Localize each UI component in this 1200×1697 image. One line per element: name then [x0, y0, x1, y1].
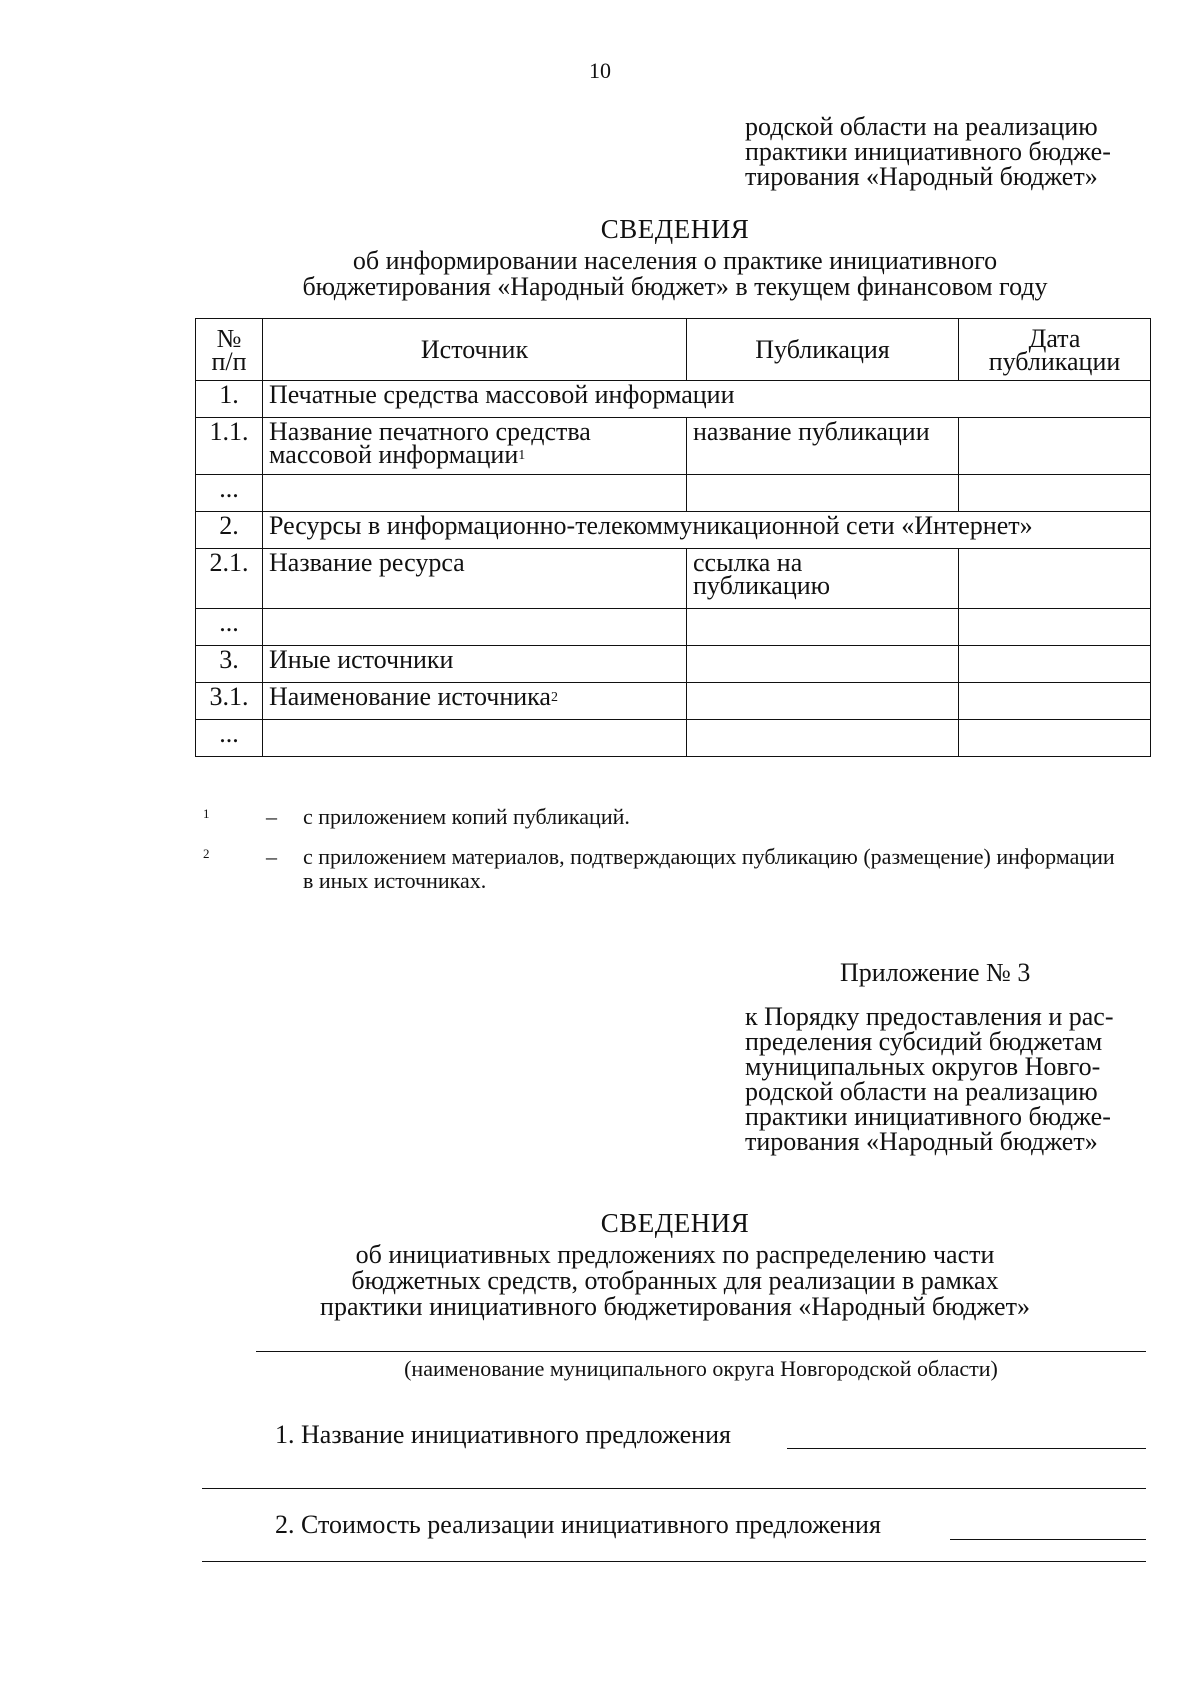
- top-block-line: тирования «Народный бюджет»: [745, 162, 1098, 191]
- row-num: ...: [196, 720, 263, 757]
- row-publication: название публикации: [687, 418, 959, 475]
- field-item1-label: 1. Название инициативного предложения: [275, 1420, 731, 1449]
- field-item1-underline: [787, 1448, 1146, 1449]
- footnote-text: с приложением копий публикаций.: [303, 804, 630, 829]
- table-row: [196, 609, 1151, 646]
- footnote-mark: 1: [203, 806, 210, 821]
- footnote-dash: –: [266, 844, 277, 869]
- footnote-ref: 2: [550, 690, 558, 705]
- row-source: Иные источники: [263, 646, 687, 683]
- municipality-underline: [256, 1351, 1146, 1352]
- row-source: Наименование источника$^2$: [263, 683, 687, 720]
- section2-subtitle-line: об инициативных предложениях по распределению части: [355, 1240, 995, 1269]
- row-publication: ссылка на публикацию: [687, 549, 959, 609]
- table-row: [196, 646, 1151, 683]
- table-row: [196, 683, 1151, 720]
- row-source: Название ресурса: [263, 549, 687, 609]
- header-num: № п/п: [196, 319, 263, 381]
- footnote-text: в иных источниках.: [303, 868, 487, 893]
- row-num: 3.: [196, 646, 263, 683]
- table-row: [196, 512, 1151, 549]
- field-item2-underline: [950, 1539, 1146, 1540]
- row-section-text: Печатные средства массовой информации: [263, 381, 1151, 418]
- appendix-line: тирования «Народный бюджет»: [745, 1127, 1098, 1156]
- row-num: ...: [196, 475, 263, 512]
- section1-heading: СВЕДЕНИЯ: [600, 214, 750, 244]
- appendix-line: к Порядку предоставления и рас-: [745, 1002, 1114, 1031]
- row-date: [959, 549, 1151, 609]
- row-num: 3.1.: [196, 683, 263, 720]
- row-section-text: Ресурсы в информационно-телекоммуникационной сети «Интернет»: [263, 512, 1151, 549]
- top-block-line: родской области на реализацию: [745, 112, 1098, 141]
- footnote-dash: –: [266, 804, 277, 829]
- table-row: [196, 418, 1151, 475]
- footnote-ref: 1: [518, 448, 526, 463]
- section2-subtitle-line: бюджетных средств, отобранных для реализации в рамках: [351, 1266, 999, 1295]
- section2-heading: СВЕДЕНИЯ: [600, 1208, 750, 1238]
- row-num: 1.: [196, 381, 263, 418]
- top-block-line: практики инициативного бюдже-: [745, 137, 1111, 166]
- appendix-reference-block: [745, 1004, 1165, 1154]
- footnote-mark: 2: [203, 846, 210, 861]
- header-publication: Публикация: [687, 319, 959, 381]
- appendix-line: муниципальных округов Новго-: [745, 1052, 1101, 1081]
- table-header-row: [196, 319, 1151, 381]
- field-item2-label: 2. Стоимость реализации инициативного предложения: [275, 1510, 881, 1539]
- municipality-caption: (наименование муниципального округа Новгородской области): [404, 1356, 998, 1381]
- header-source: Источник: [263, 319, 687, 381]
- row-num: ...: [196, 609, 263, 646]
- section1-title: [0, 216, 1200, 300]
- section1-subtitle-line: об информировании населения о практике инициативного: [352, 246, 998, 275]
- information-table: [195, 318, 1151, 757]
- row-num: 2.: [196, 512, 263, 549]
- appendix-line: родской области на реализацию: [745, 1077, 1098, 1106]
- page-number: 10: [589, 58, 611, 83]
- row-source: Название печатного средства массовой информации$^1$: [263, 418, 687, 475]
- row-num: 1.1.: [196, 418, 263, 475]
- table-row: [196, 381, 1151, 418]
- footnote-text: с приложением материалов, подтверждающих публикацию (размещение) информации: [303, 844, 1115, 869]
- table-row: [196, 720, 1151, 757]
- table-row: [196, 475, 1151, 512]
- row-date: [959, 418, 1151, 475]
- row-num: 2.1.: [196, 549, 263, 609]
- section2-subtitle-line: практики инициативного бюджетирования «Народный бюджет»: [320, 1292, 1030, 1321]
- section2-title: [0, 1210, 1200, 1320]
- appendix-line: практики инициативного бюдже-: [745, 1102, 1111, 1131]
- header-date: Дата публикации: [959, 319, 1151, 381]
- appendix-line: пределения субсидий бюджетам: [745, 1027, 1103, 1056]
- section1-subtitle-line: бюджетирования «Народный бюджет» в текущем финансовом году: [302, 272, 1048, 301]
- top-continuation-block: [745, 114, 1165, 189]
- field-item1-continuation-line: [202, 1488, 1146, 1489]
- table-row: [196, 549, 1151, 609]
- field-item2-continuation-line: [202, 1561, 1146, 1562]
- appendix-title: Приложение № 3: [840, 958, 1031, 987]
